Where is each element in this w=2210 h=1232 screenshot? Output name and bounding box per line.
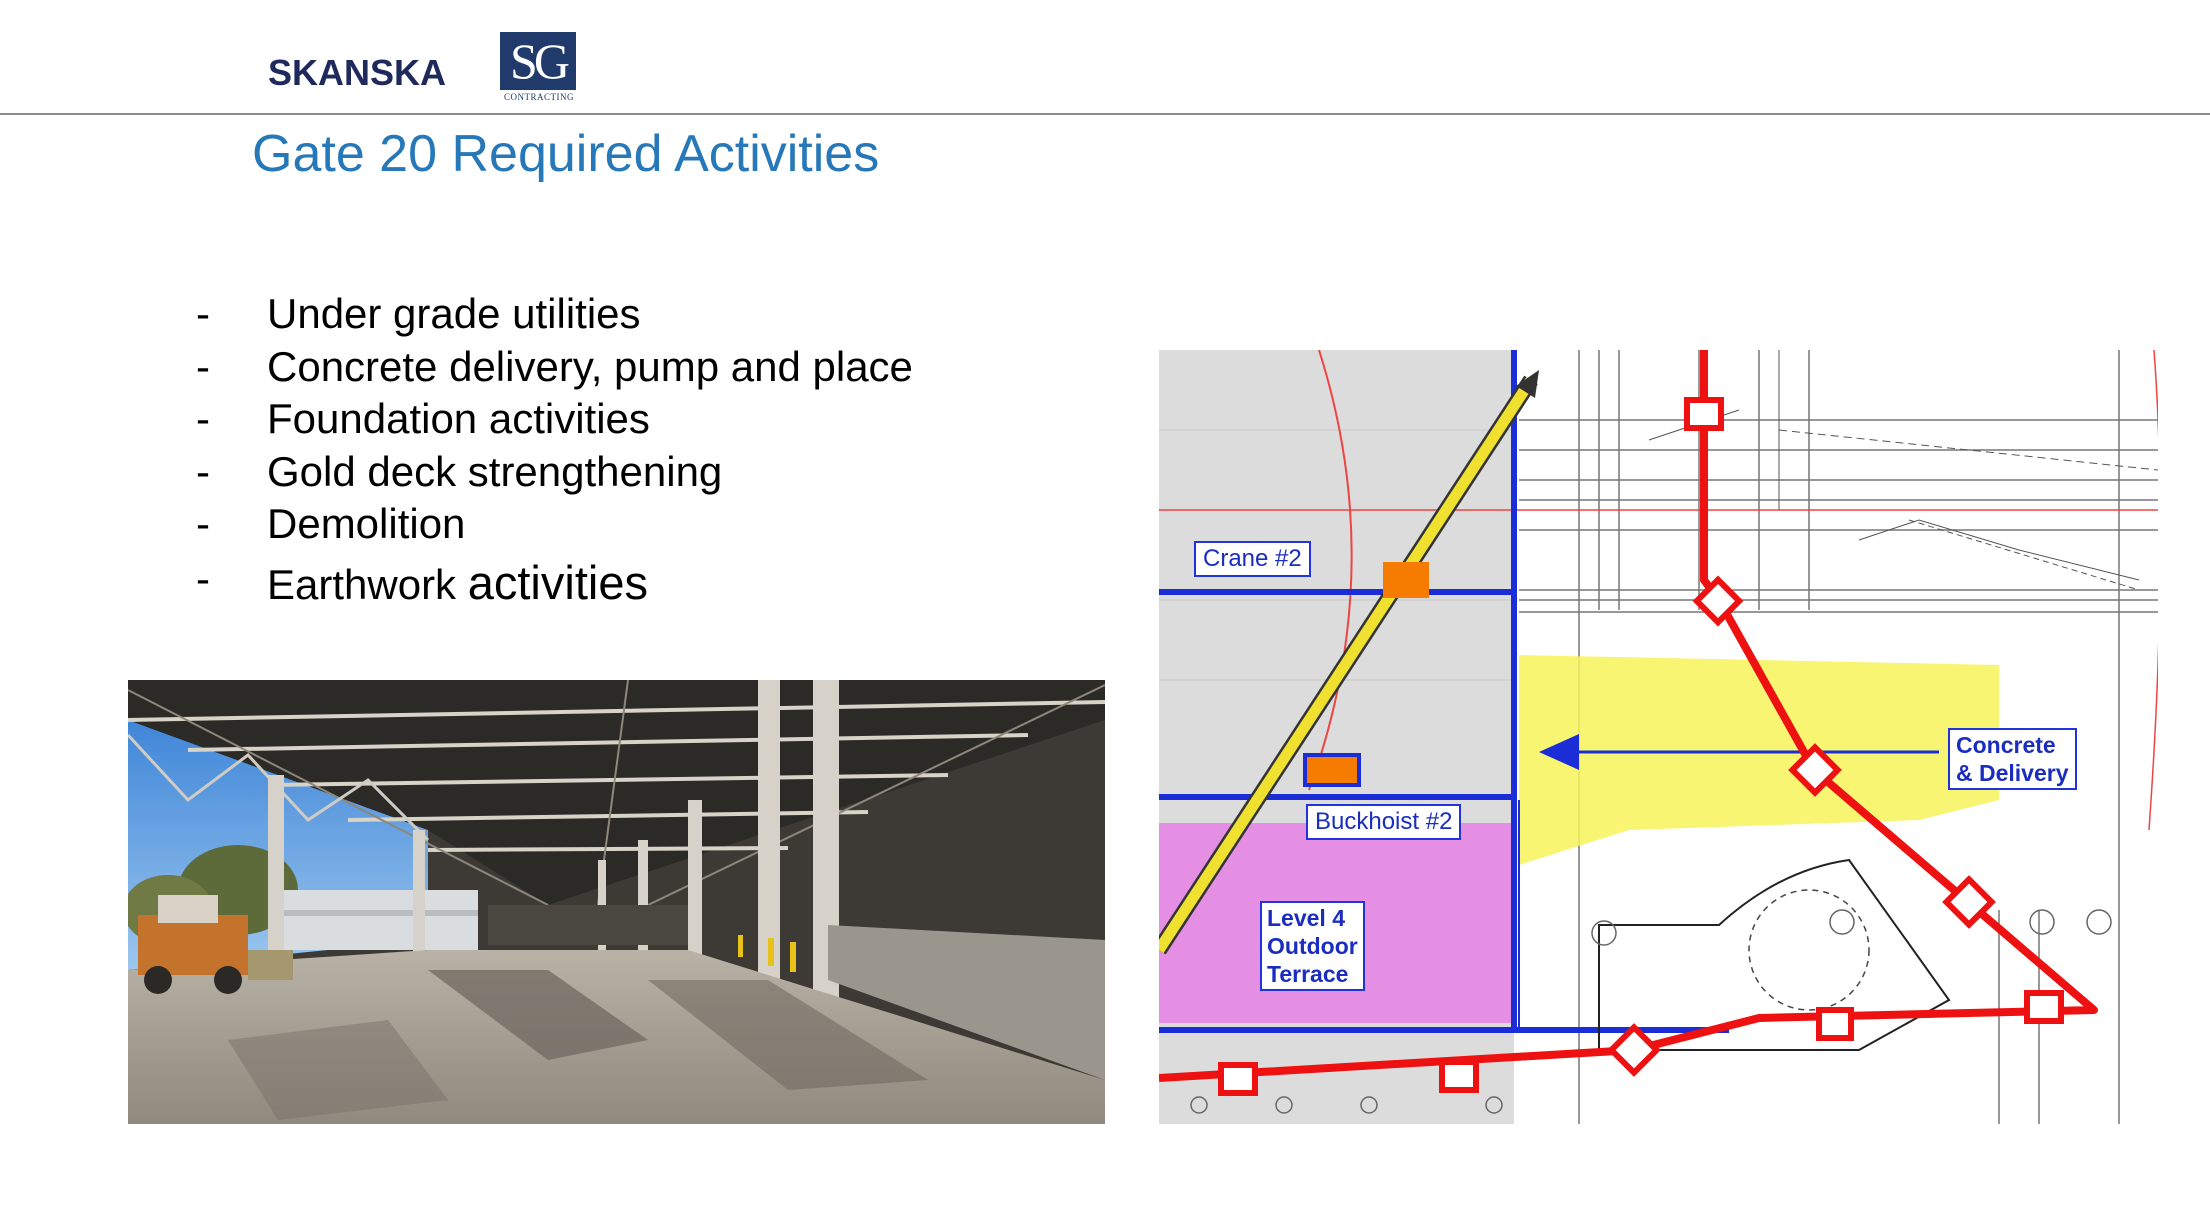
bullet-marker: - (196, 447, 210, 495)
sg-logo-subtitle: CONTRACTING (504, 92, 574, 102)
bullet-text: Concrete delivery, pump and place (267, 342, 913, 390)
terrace-label (1260, 901, 1365, 991)
bullet-marker: - (196, 500, 210, 547)
crane-label: Crane #2 (1194, 541, 1311, 577)
bullet-text: Under grade utilities (267, 290, 641, 337)
terrace-label-line: Terrace (1267, 961, 1349, 987)
site-logistics-plan (1159, 350, 2158, 1124)
concrete-delivery-label (1948, 728, 2077, 790)
bullet-marker: - (196, 395, 210, 442)
bullet-marker: - (196, 290, 210, 337)
site-photo (128, 680, 1105, 1124)
header-divider (0, 113, 2210, 115)
bullet-text: Gold deck strengthening (267, 447, 723, 495)
slide-title: Gate 20 Required Activities (252, 125, 880, 183)
sg-contracting-logo (500, 32, 578, 104)
bullet-text-part: Earthwork (267, 560, 468, 608)
bullet-text (267, 555, 648, 610)
concrete-delivery-line: & Delivery (1956, 760, 2069, 786)
terrace-label-line: Level 4 (1267, 905, 1345, 931)
buckhoist-label: Buckhoist #2 (1306, 804, 1461, 840)
sg-logo-mark: SG (500, 32, 576, 90)
bullet-marker: - (196, 554, 210, 602)
concrete-delivery-line: Concrete (1956, 732, 2056, 758)
skanska-logo: SKANSKA (268, 52, 447, 93)
bullet-text-part: activities (467, 555, 648, 609)
bullet-text: Foundation activities (267, 395, 650, 442)
bullet-text: Demolition (267, 500, 466, 547)
terrace-label-line: Outdoor (1267, 933, 1358, 959)
bullet-marker: - (196, 342, 210, 390)
